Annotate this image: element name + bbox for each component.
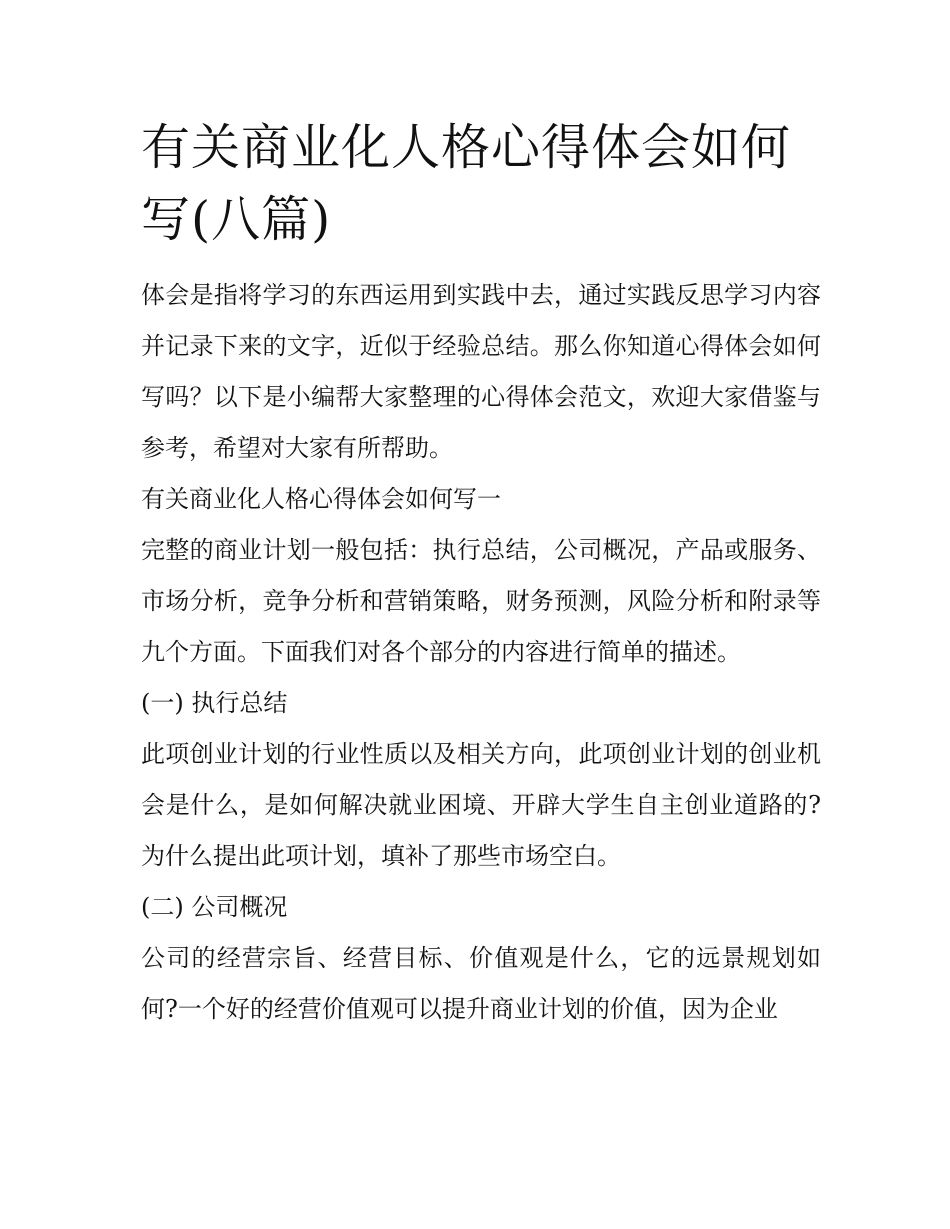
- part1-paragraph: 此项创业计划的行业性质以及相关方向，此项创业计划的创业机会是什么，是如何解决就业困境、开辟大学生自主创业道路的?为什么提出此项计划，填补了那些市场空白。: [141, 740, 821, 870]
- document-title: 有关商业化人格心得体会如何写(八篇): [141, 119, 792, 248]
- part2-heading: (二) 公司概况: [141, 893, 288, 921]
- intro-paragraph: 体会是指将学习的东西运用到实践中去，通过实践反思学习内容并记录下来的文字，近似于经验总结。那么你知道心得体会如何写吗？以下是小编帮大家整理的心得体会范文，欢迎大家借鉴与参考，希望对大家有所帮助。: [141, 281, 821, 462]
- part1-heading: (一) 执行总结: [141, 689, 288, 717]
- overview-paragraph: 完整的商业计划一般包括：执行总结，公司概况，产品或服务、市场分析，竞争分析和营销策略，财务预测，风险分析和附录等九个方面。下面我们对各个部分的内容进行简单的描述。: [141, 536, 821, 666]
- part2-paragraph: 公司的经营宗旨、经营目标、价值观是什么，它的远景规划如何?一个好的经营价值观可以提升商业计划的价值，因为企业: [141, 944, 821, 1023]
- section-title: 有关商业化人格心得体会如何写一: [141, 485, 501, 513]
- document-body: [141, 112, 821, 1035]
